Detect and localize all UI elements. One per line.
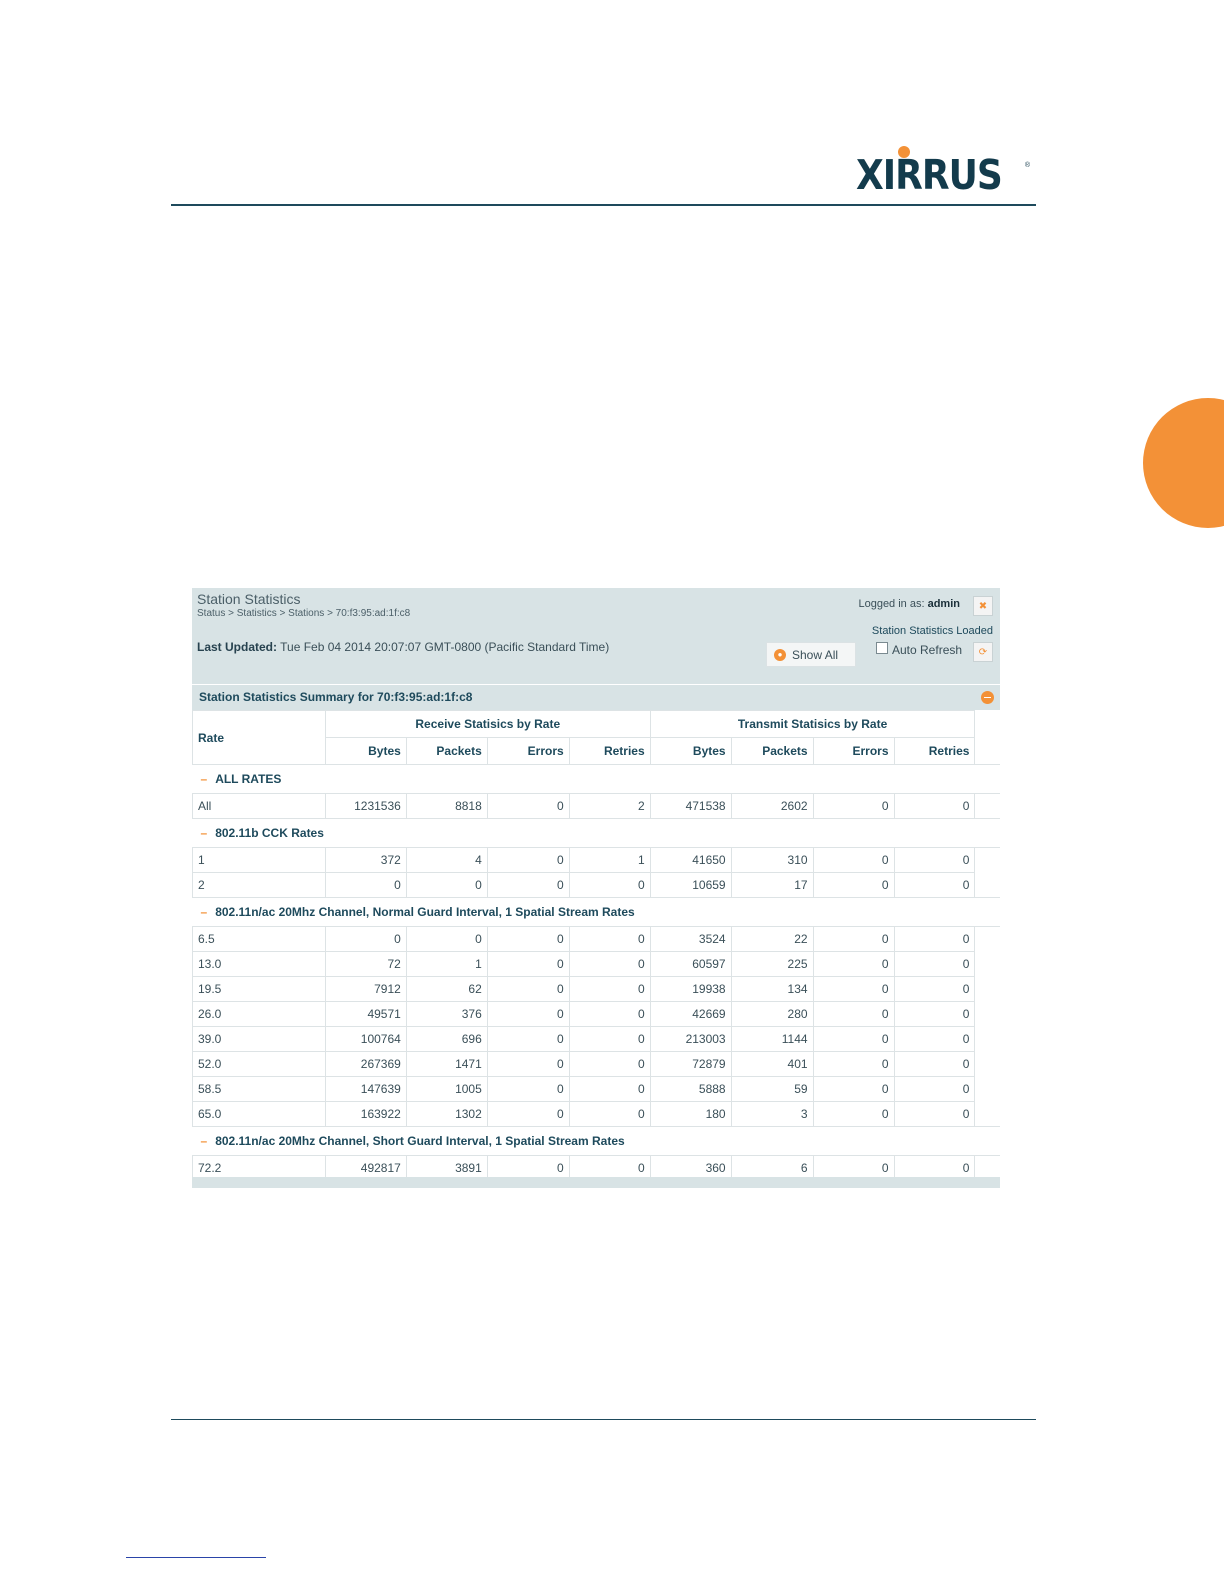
value-cell: 0 bbox=[894, 794, 975, 819]
value-cell: 0 bbox=[487, 927, 569, 952]
rate-cell: 26.0 bbox=[193, 1002, 326, 1027]
value-cell: 471538 bbox=[650, 794, 731, 819]
value-cell: 0 bbox=[406, 927, 487, 952]
value-cell: 0 bbox=[487, 848, 569, 873]
value-cell: 100764 bbox=[325, 1027, 406, 1052]
value-cell: 267369 bbox=[325, 1052, 406, 1077]
value-cell: 0 bbox=[813, 1156, 894, 1181]
last-updated bbox=[197, 640, 609, 654]
column-header: Bytes bbox=[650, 738, 731, 765]
collapse-group-icon[interactable]: – bbox=[200, 826, 208, 840]
scroll-gutter bbox=[975, 711, 1000, 738]
value-cell: 0 bbox=[894, 977, 975, 1002]
breadcrumb: Status > Statistics > Stations > 70:f3:95:ad:1f:c8 bbox=[197, 608, 411, 619]
scroll-gutter bbox=[975, 1102, 1000, 1127]
value-cell: 6 bbox=[731, 1156, 813, 1181]
logged-in-label: Logged in as: bbox=[858, 598, 925, 610]
value-cell: 0 bbox=[894, 1027, 975, 1052]
table-row bbox=[193, 1102, 1001, 1127]
value-cell: 0 bbox=[894, 873, 975, 898]
value-cell: 225 bbox=[731, 952, 813, 977]
rate-cell: 39.0 bbox=[193, 1027, 326, 1052]
logged-in-user: admin bbox=[927, 598, 960, 610]
page-title: Station Statistics bbox=[197, 591, 301, 607]
value-cell: 213003 bbox=[650, 1027, 731, 1052]
value-cell: 4 bbox=[406, 848, 487, 873]
value-cell: 72879 bbox=[650, 1052, 731, 1077]
scroll-gutter bbox=[975, 1027, 1000, 1052]
rate-cell: 13.0 bbox=[193, 952, 326, 977]
rate-group-label: 802.11b CCK Rates bbox=[215, 826, 324, 840]
value-cell: 0 bbox=[894, 952, 975, 977]
value-cell: 1 bbox=[569, 848, 650, 873]
refresh-icon[interactable]: ⟳ bbox=[973, 642, 993, 662]
column-header: Packets bbox=[731, 738, 813, 765]
value-cell: 3 bbox=[731, 1102, 813, 1127]
chapter-tab bbox=[1143, 398, 1224, 528]
value-cell: 134 bbox=[731, 977, 813, 1002]
show-all-button[interactable] bbox=[766, 642, 856, 667]
value-cell: 492817 bbox=[325, 1156, 406, 1181]
logout-icon[interactable]: ✖ bbox=[973, 596, 993, 616]
logged-in-info bbox=[858, 598, 960, 610]
value-cell: 0 bbox=[813, 1102, 894, 1127]
rate-group-row[interactable] bbox=[193, 819, 1001, 848]
value-cell: 60597 bbox=[650, 952, 731, 977]
value-cell: 0 bbox=[813, 1052, 894, 1077]
footer-link-underline bbox=[126, 1557, 266, 1558]
value-cell: 0 bbox=[894, 927, 975, 952]
rate-group-label: 802.11n/ac 20Mhz Channel, Short Guard Interval, 1 Spatial Stream Rates bbox=[215, 1134, 625, 1148]
rate-header: Rate bbox=[193, 711, 326, 765]
value-cell: 2602 bbox=[731, 794, 813, 819]
rate-group-label: ALL RATES bbox=[215, 772, 282, 786]
table-row bbox=[193, 848, 1001, 873]
receive-header: Receive Statisics by Rate bbox=[325, 711, 650, 738]
rate-cell: 2 bbox=[193, 873, 326, 898]
rate-group-cell bbox=[193, 1127, 1001, 1156]
rate-cell: 72.2 bbox=[193, 1156, 326, 1181]
search-icon: ● bbox=[774, 649, 786, 661]
value-cell: 0 bbox=[813, 927, 894, 952]
table-row bbox=[193, 1002, 1001, 1027]
value-cell: 0 bbox=[569, 1002, 650, 1027]
table-row bbox=[193, 952, 1001, 977]
table-row bbox=[193, 873, 1001, 898]
scroll-gutter bbox=[975, 794, 1000, 819]
value-cell: 0 bbox=[569, 873, 650, 898]
value-cell: 0 bbox=[894, 1102, 975, 1127]
value-cell: 280 bbox=[731, 1002, 813, 1027]
rate-cell: 65.0 bbox=[193, 1102, 326, 1127]
value-cell: 0 bbox=[813, 952, 894, 977]
scroll-gutter bbox=[975, 1077, 1000, 1102]
value-cell: 1 bbox=[406, 952, 487, 977]
scroll-gutter bbox=[975, 952, 1000, 977]
collapse-group-icon[interactable]: – bbox=[200, 905, 208, 919]
status-message: Station Statistics Loaded bbox=[871, 625, 993, 637]
statistics-table bbox=[192, 710, 1000, 1181]
rate-cell: 1 bbox=[193, 848, 326, 873]
show-all-label: Show All bbox=[792, 647, 839, 662]
rate-group-cell bbox=[193, 898, 1001, 927]
scroll-gutter bbox=[975, 848, 1000, 873]
rate-cell: All bbox=[193, 794, 326, 819]
value-cell: 163922 bbox=[325, 1102, 406, 1127]
column-header: Retries bbox=[894, 738, 975, 765]
value-cell: 0 bbox=[569, 977, 650, 1002]
rate-cell: 52.0 bbox=[193, 1052, 326, 1077]
value-cell: 1005 bbox=[406, 1077, 487, 1102]
value-cell: 0 bbox=[487, 1052, 569, 1077]
value-cell: 0 bbox=[894, 1156, 975, 1181]
value-cell: 0 bbox=[487, 1077, 569, 1102]
logo-text: XIRRUS bbox=[856, 152, 1002, 200]
value-cell: 0 bbox=[569, 1052, 650, 1077]
value-cell: 2 bbox=[569, 794, 650, 819]
rate-cell: 19.5 bbox=[193, 977, 326, 1002]
value-cell: 1302 bbox=[406, 1102, 487, 1127]
value-cell: 0 bbox=[569, 1077, 650, 1102]
transmit-header: Transmit Statisics by Rate bbox=[650, 711, 975, 738]
scroll-gutter bbox=[975, 927, 1000, 952]
value-cell: 5888 bbox=[650, 1077, 731, 1102]
rate-group-row[interactable] bbox=[193, 1127, 1001, 1156]
value-cell: 0 bbox=[894, 1077, 975, 1102]
value-cell: 0 bbox=[487, 977, 569, 1002]
value-cell: 41650 bbox=[650, 848, 731, 873]
value-cell: 42669 bbox=[650, 1002, 731, 1027]
value-cell: 0 bbox=[487, 873, 569, 898]
rate-cell: 58.5 bbox=[193, 1077, 326, 1102]
column-header: Errors bbox=[813, 738, 894, 765]
value-cell: 0 bbox=[569, 927, 650, 952]
value-cell: 19938 bbox=[650, 977, 731, 1002]
value-cell: 401 bbox=[731, 1052, 813, 1077]
value-cell: 0 bbox=[813, 1077, 894, 1102]
value-cell: 0 bbox=[487, 952, 569, 977]
rate-cell: 6.5 bbox=[193, 927, 326, 952]
value-cell: 0 bbox=[406, 873, 487, 898]
last-updated-label: Last Updated: bbox=[197, 640, 278, 654]
value-cell: 0 bbox=[813, 794, 894, 819]
rate-group-cell bbox=[193, 765, 1001, 794]
value-cell: 0 bbox=[487, 1027, 569, 1052]
value-cell: 0 bbox=[487, 1002, 569, 1027]
table-row bbox=[193, 977, 1001, 1002]
summary-title: Station Statistics Summary for 70:f3:95:ad:1f:c8 bbox=[199, 690, 473, 704]
value-cell: 0 bbox=[813, 848, 894, 873]
value-cell: 0 bbox=[325, 927, 406, 952]
scroll-gutter bbox=[975, 977, 1000, 1002]
value-cell: 0 bbox=[569, 1027, 650, 1052]
panel-header bbox=[192, 588, 1000, 684]
value-cell: 10659 bbox=[650, 873, 731, 898]
rate-group-cell bbox=[193, 819, 1001, 848]
column-header: Errors bbox=[487, 738, 569, 765]
value-cell: 59 bbox=[731, 1077, 813, 1102]
xirrus-logo bbox=[856, 146, 1032, 200]
column-header: Bytes bbox=[325, 738, 406, 765]
value-cell: 696 bbox=[406, 1027, 487, 1052]
value-cell: 1471 bbox=[406, 1052, 487, 1077]
value-cell: 8818 bbox=[406, 794, 487, 819]
last-updated-value: Tue Feb 04 2014 20:07:07 GMT-0800 (Pacific Standard Time) bbox=[280, 640, 610, 654]
value-cell: 0 bbox=[813, 1002, 894, 1027]
table-row bbox=[193, 927, 1001, 952]
value-cell: 1144 bbox=[731, 1027, 813, 1052]
scroll-gutter bbox=[975, 738, 1000, 765]
collapse-icon[interactable] bbox=[981, 691, 994, 704]
value-cell: 360 bbox=[650, 1156, 731, 1181]
header-rule bbox=[171, 204, 1036, 206]
scroll-gutter bbox=[975, 1002, 1000, 1027]
rate-group-label: 802.11n/ac 20Mhz Channel, Normal Guard Interval, 1 Spatial Stream Rates bbox=[215, 905, 635, 919]
value-cell: 72 bbox=[325, 952, 406, 977]
value-cell: 372 bbox=[325, 848, 406, 873]
value-cell: 49571 bbox=[325, 1002, 406, 1027]
footer-rule bbox=[171, 1419, 1036, 1420]
value-cell: 0 bbox=[813, 1027, 894, 1052]
value-cell: 0 bbox=[894, 1052, 975, 1077]
value-cell: 3891 bbox=[406, 1156, 487, 1181]
collapse-group-icon[interactable]: – bbox=[200, 1134, 208, 1148]
value-cell: 22 bbox=[731, 927, 813, 952]
column-header: Packets bbox=[406, 738, 487, 765]
value-cell: 310 bbox=[731, 848, 813, 873]
value-cell: 1231536 bbox=[325, 794, 406, 819]
auto-refresh-label: Auto Refresh bbox=[892, 643, 963, 657]
column-header: Retries bbox=[569, 738, 650, 765]
value-cell: 3524 bbox=[650, 927, 731, 952]
table-row bbox=[193, 1027, 1001, 1052]
rate-group-row[interactable] bbox=[193, 765, 1001, 794]
value-cell: 376 bbox=[406, 1002, 487, 1027]
value-cell: 0 bbox=[894, 1002, 975, 1027]
value-cell: 0 bbox=[569, 952, 650, 977]
value-cell: 17 bbox=[731, 873, 813, 898]
value-cell: 7912 bbox=[325, 977, 406, 1002]
value-cell: 62 bbox=[406, 977, 487, 1002]
table-row bbox=[193, 794, 1001, 819]
value-cell: 0 bbox=[487, 1156, 569, 1181]
value-cell: 0 bbox=[813, 873, 894, 898]
value-cell: 0 bbox=[813, 977, 894, 1002]
table-row bbox=[193, 1052, 1001, 1077]
table-row bbox=[193, 1077, 1001, 1102]
value-cell: 180 bbox=[650, 1102, 731, 1127]
value-cell: 147639 bbox=[325, 1077, 406, 1102]
panel-footer bbox=[192, 1177, 1000, 1188]
auto-refresh-checkbox[interactable] bbox=[876, 642, 888, 654]
scroll-gutter bbox=[975, 873, 1000, 898]
value-cell: 0 bbox=[569, 1102, 650, 1127]
value-cell: 0 bbox=[569, 1156, 650, 1181]
collapse-group-icon[interactable]: – bbox=[200, 772, 208, 786]
value-cell: 0 bbox=[894, 848, 975, 873]
scroll-gutter bbox=[975, 1052, 1000, 1077]
rate-group-row[interactable] bbox=[193, 898, 1001, 927]
summary-bar bbox=[192, 685, 1000, 710]
station-statistics-panel bbox=[192, 588, 1000, 1188]
value-cell: 0 bbox=[325, 873, 406, 898]
value-cell: 0 bbox=[487, 1102, 569, 1127]
value-cell: 0 bbox=[487, 794, 569, 819]
logo-registered-mark: ® bbox=[1024, 162, 1030, 169]
